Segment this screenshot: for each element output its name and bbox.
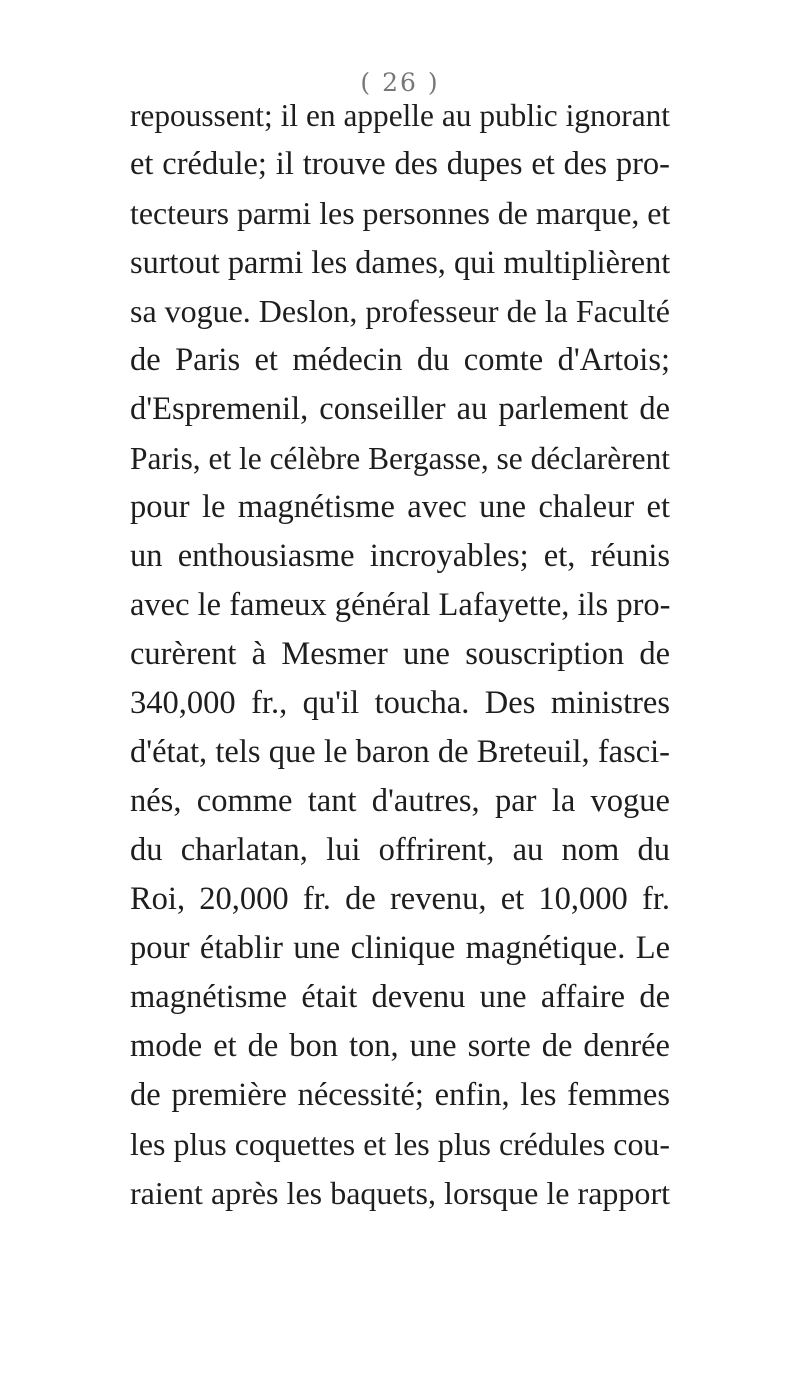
text-line: repoussent; il en appelle au public ignorant (130, 98, 670, 133)
text-line: un enthousiasme incroyables; et, réunis (130, 538, 670, 574)
text-line: curèrent à Mesmer une souscription de (130, 636, 670, 672)
body-text (130, 91, 670, 1218)
text-line: tecteurs parmi les personnes de marque, et (130, 196, 671, 231)
text-line: de première nécessité; enfin, les femmes (130, 1077, 670, 1113)
text-line: Roi, 20,000 fr. de revenu, et 10,000 fr. (130, 881, 670, 917)
text-line: Paris, et le célèbre Bergasse, se déclarèrent (130, 441, 670, 476)
text-line: pour le magnétisme avec une chaleur et (130, 489, 670, 525)
text-line: les plus coquettes et les plus crédules cou- (130, 1127, 670, 1162)
text-line: sa vogue. Deslon, professeur de la Faculté (130, 294, 670, 329)
text-line: 340,000 fr., qu'il toucha. Des ministres (130, 685, 670, 721)
text-line: surtout parmi les dames, qui multiplièrent (130, 244, 671, 280)
text-line: avec le fameux général Lafayette, ils pro- (130, 587, 671, 623)
text-line: mode et de bon ton, une sorte de denrée (130, 1028, 670, 1064)
text-line: nés, comme tant d'autres, par la vogue (130, 783, 670, 819)
text-line: pour établir une clinique magnétique. Le (130, 930, 670, 966)
text-line: d'Espremenil, conseiller au parlement de (130, 391, 670, 427)
text-line: du charlatan, lui offrirent, au nom du (130, 832, 670, 868)
text-line: magnétisme était devenu une affaire de (130, 979, 670, 1015)
text-line: d'état, tels que le baron de Breteuil, fasci- (130, 734, 670, 770)
text-line: de Paris et médecin du comte d'Artois; (130, 342, 670, 378)
text-line: et crédule; il trouve des dupes et des pro- (130, 146, 670, 182)
page-number: ( 26 ) (360, 68, 440, 97)
text-line: raient après les baquets, lorsque le rapport (130, 1175, 670, 1211)
